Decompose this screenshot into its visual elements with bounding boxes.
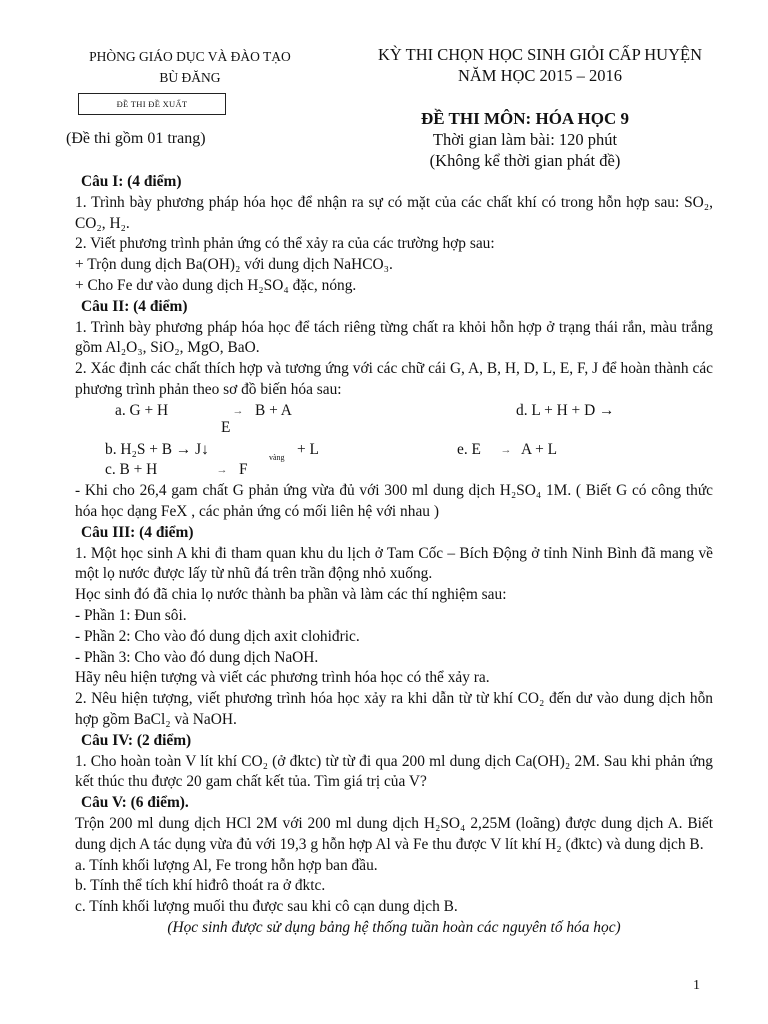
- question-1-line: 1. Trình bày phương pháp hóa học để nhận ra sự có mặt của các chất khí có trong hỗn hợp sau: SO₂, CO₂, H₂.: [75, 193, 713, 232]
- exam-header: [350, 44, 730, 86]
- equation-c-right: F: [239, 461, 248, 479]
- question-1-line: 2. Viết phương trình phản ứng có thể xảy ra của các trường hợp sau:: [75, 235, 495, 253]
- equation-c-left: c. B + H: [105, 461, 158, 479]
- equation-b-left: b. H₂S + B → J↓: [105, 440, 209, 458]
- equation-a-condition-row: [75, 418, 713, 440]
- time-note: (Không kể thời gian phát đề): [429, 151, 621, 170]
- question-3-line: Hãy nêu hiện tượng và viết các phương trình hóa học có thể xảy ra.: [75, 669, 490, 687]
- question-2-title: Câu II: (4 điểm): [81, 297, 188, 315]
- question-2-line: 1. Trình bày phương pháp hóa học để tách riêng từng chất ra khỏi hỗn hợp ở trạng thái rắn, màu trắng gồm Al₂O₃, SiO₂, MgO, BaO.: [75, 318, 713, 357]
- equation-e-left: e. E: [457, 440, 481, 458]
- page-count-note: (Đề thi gồm 01 trang): [66, 130, 206, 147]
- question-3-line: - Phần 3: Cho vào đó dung dịch NaOH.: [75, 648, 319, 666]
- question-3-title: Câu III: (4 điểm): [81, 523, 194, 541]
- question-4-line: 1. Cho hoàn toàn V lít khí CO₂ (ở đktc) từ từ đi qua 200 ml dung dịch Ca(OH)₂ 2M. Sau khi phản ứng kết thúc thu được 20 gam chất kết tủa. Tìm giá trị của V?: [75, 752, 713, 791]
- question-3-line: 2. Nêu hiện tượng, viết phương trình hóa học xảy ra khi dẫn từ từ khí CO₂ đến dư vào dung dịch hỗn hợp gồm BaCl₂ và NaOH.: [75, 690, 713, 728]
- question-1-title: Câu I: (4 điểm): [81, 173, 182, 190]
- school-year: NĂM HỌC 2015 – 2016: [457, 66, 623, 85]
- question-3-line: - Phần 2: Cho vào đó dung dịch axit clohiđric.: [75, 627, 360, 645]
- question-3-line: Học sinh đó đã chia lọ nước thành ba phần và làm các thí nghiệm sau:: [75, 586, 507, 604]
- exam-body: [75, 172, 713, 939]
- question-2-line: - Khi cho 26,4 gam chất G phản ứng vừa đủ với 300 ml dung dịch H₂SO₄ 1M. ( Biết G có công thức hóa học dạng FeX , các phản ứng có mối liên hệ với nhau ): [75, 482, 713, 520]
- proposal-label: ĐỀ THI ĐỀ XUẤT: [78, 93, 226, 115]
- periodic-table-note: (Học sinh được sử dụng bảng hệ thống tuần hoàn các nguyên tố hóa học): [167, 918, 621, 936]
- equation-row-c: [75, 460, 713, 481]
- page-number: 1: [693, 978, 700, 993]
- question-5-line: a. Tính khối lượng Al, Fe trong hỗn hợp ban đầu.: [75, 856, 378, 874]
- equation-b-precipitate-note: vàng: [269, 452, 285, 462]
- department-header: [60, 46, 320, 88]
- arrow-icon: →: [232, 404, 244, 417]
- district-name: BÙ ĐĂNG: [159, 70, 221, 85]
- equation-a-right: B + A: [255, 401, 292, 419]
- question-3-line: 1. Một học sinh A khi đi tham quan khu du lịch ở Tam Cốc – Bích Động ở tỉnh Ninh Bình đã mang về một lọ nước được lấy từ nhũ đá trên trần động nhỏ xuống.: [75, 544, 713, 583]
- question-5-line: b. Tính thể tích khí hiđrô thoát ra ở đktc.: [75, 877, 326, 895]
- department-name: PHÒNG GIÁO DỤC VÀ ĐÀO TẠO: [89, 49, 291, 64]
- equation-e-right: A + L: [521, 440, 558, 458]
- question-3-line: - Phần 1: Đun sôi.: [75, 606, 187, 624]
- time-limit: Thời gian làm bài: 120 phút: [432, 130, 618, 149]
- arrow-icon: →: [216, 464, 228, 477]
- question-5-line: c. Tính khối lượng muối thu được sau khi cô cạn dung dịch B.: [75, 898, 458, 916]
- equation-row-b-e: [75, 440, 713, 461]
- question-4-title: Câu IV: (2 điểm): [81, 731, 192, 749]
- question-1-line: + Cho Fe dư vào dung dịch H₂SO₄ đặc, nóng.: [75, 276, 357, 294]
- question-1-line: + Trộn dung dịch Ba(OH)₂ với dung dịch NaHCO₃.: [75, 256, 393, 274]
- equation-d: d. L + H + D →: [516, 401, 615, 419]
- equation-row-a-d: [75, 401, 713, 422]
- subject-name: HÓA HỌC 9: [535, 109, 629, 128]
- subject-prefix: ĐỀ THI MÔN: [421, 109, 526, 128]
- equation-a-left: a. G + H: [115, 401, 169, 419]
- arrow-icon: →: [500, 443, 512, 456]
- question-5-title: Câu V: (6 điểm).: [81, 794, 189, 812]
- question-5-line: Trộn 200 ml dung dịch HCl 2M với 200 ml dung dịch H₂SO₄ 2,25M (loãng) được dung dịch A. Biết dung dịch A tác dụng vừa đủ với 19,3 g hỗn hợp Al và Fe thu được V lít khí H₂ (đktc) và dung dịch B.: [75, 814, 713, 853]
- subject-block: ĐỀ THI MÔN: HÓA HỌC 9 Thời gian làm bài: 120 phút (Không kể thời gian phát đề): [410, 108, 640, 171]
- question-2-line: 2. Xác định các chất thích hợp và tương ứng với các chữ cái G, A, B, H, D, L, E, F, J để hoàn thành các phương trình phản theo sơ đồ biến hóa sau:: [75, 360, 713, 398]
- exam-title: KỲ THI CHỌN HỌC SINH GIỎI CẤP HUYỆN: [377, 45, 703, 64]
- equation-a-condition: E: [221, 418, 231, 436]
- equation-b-right: + L: [297, 440, 319, 458]
